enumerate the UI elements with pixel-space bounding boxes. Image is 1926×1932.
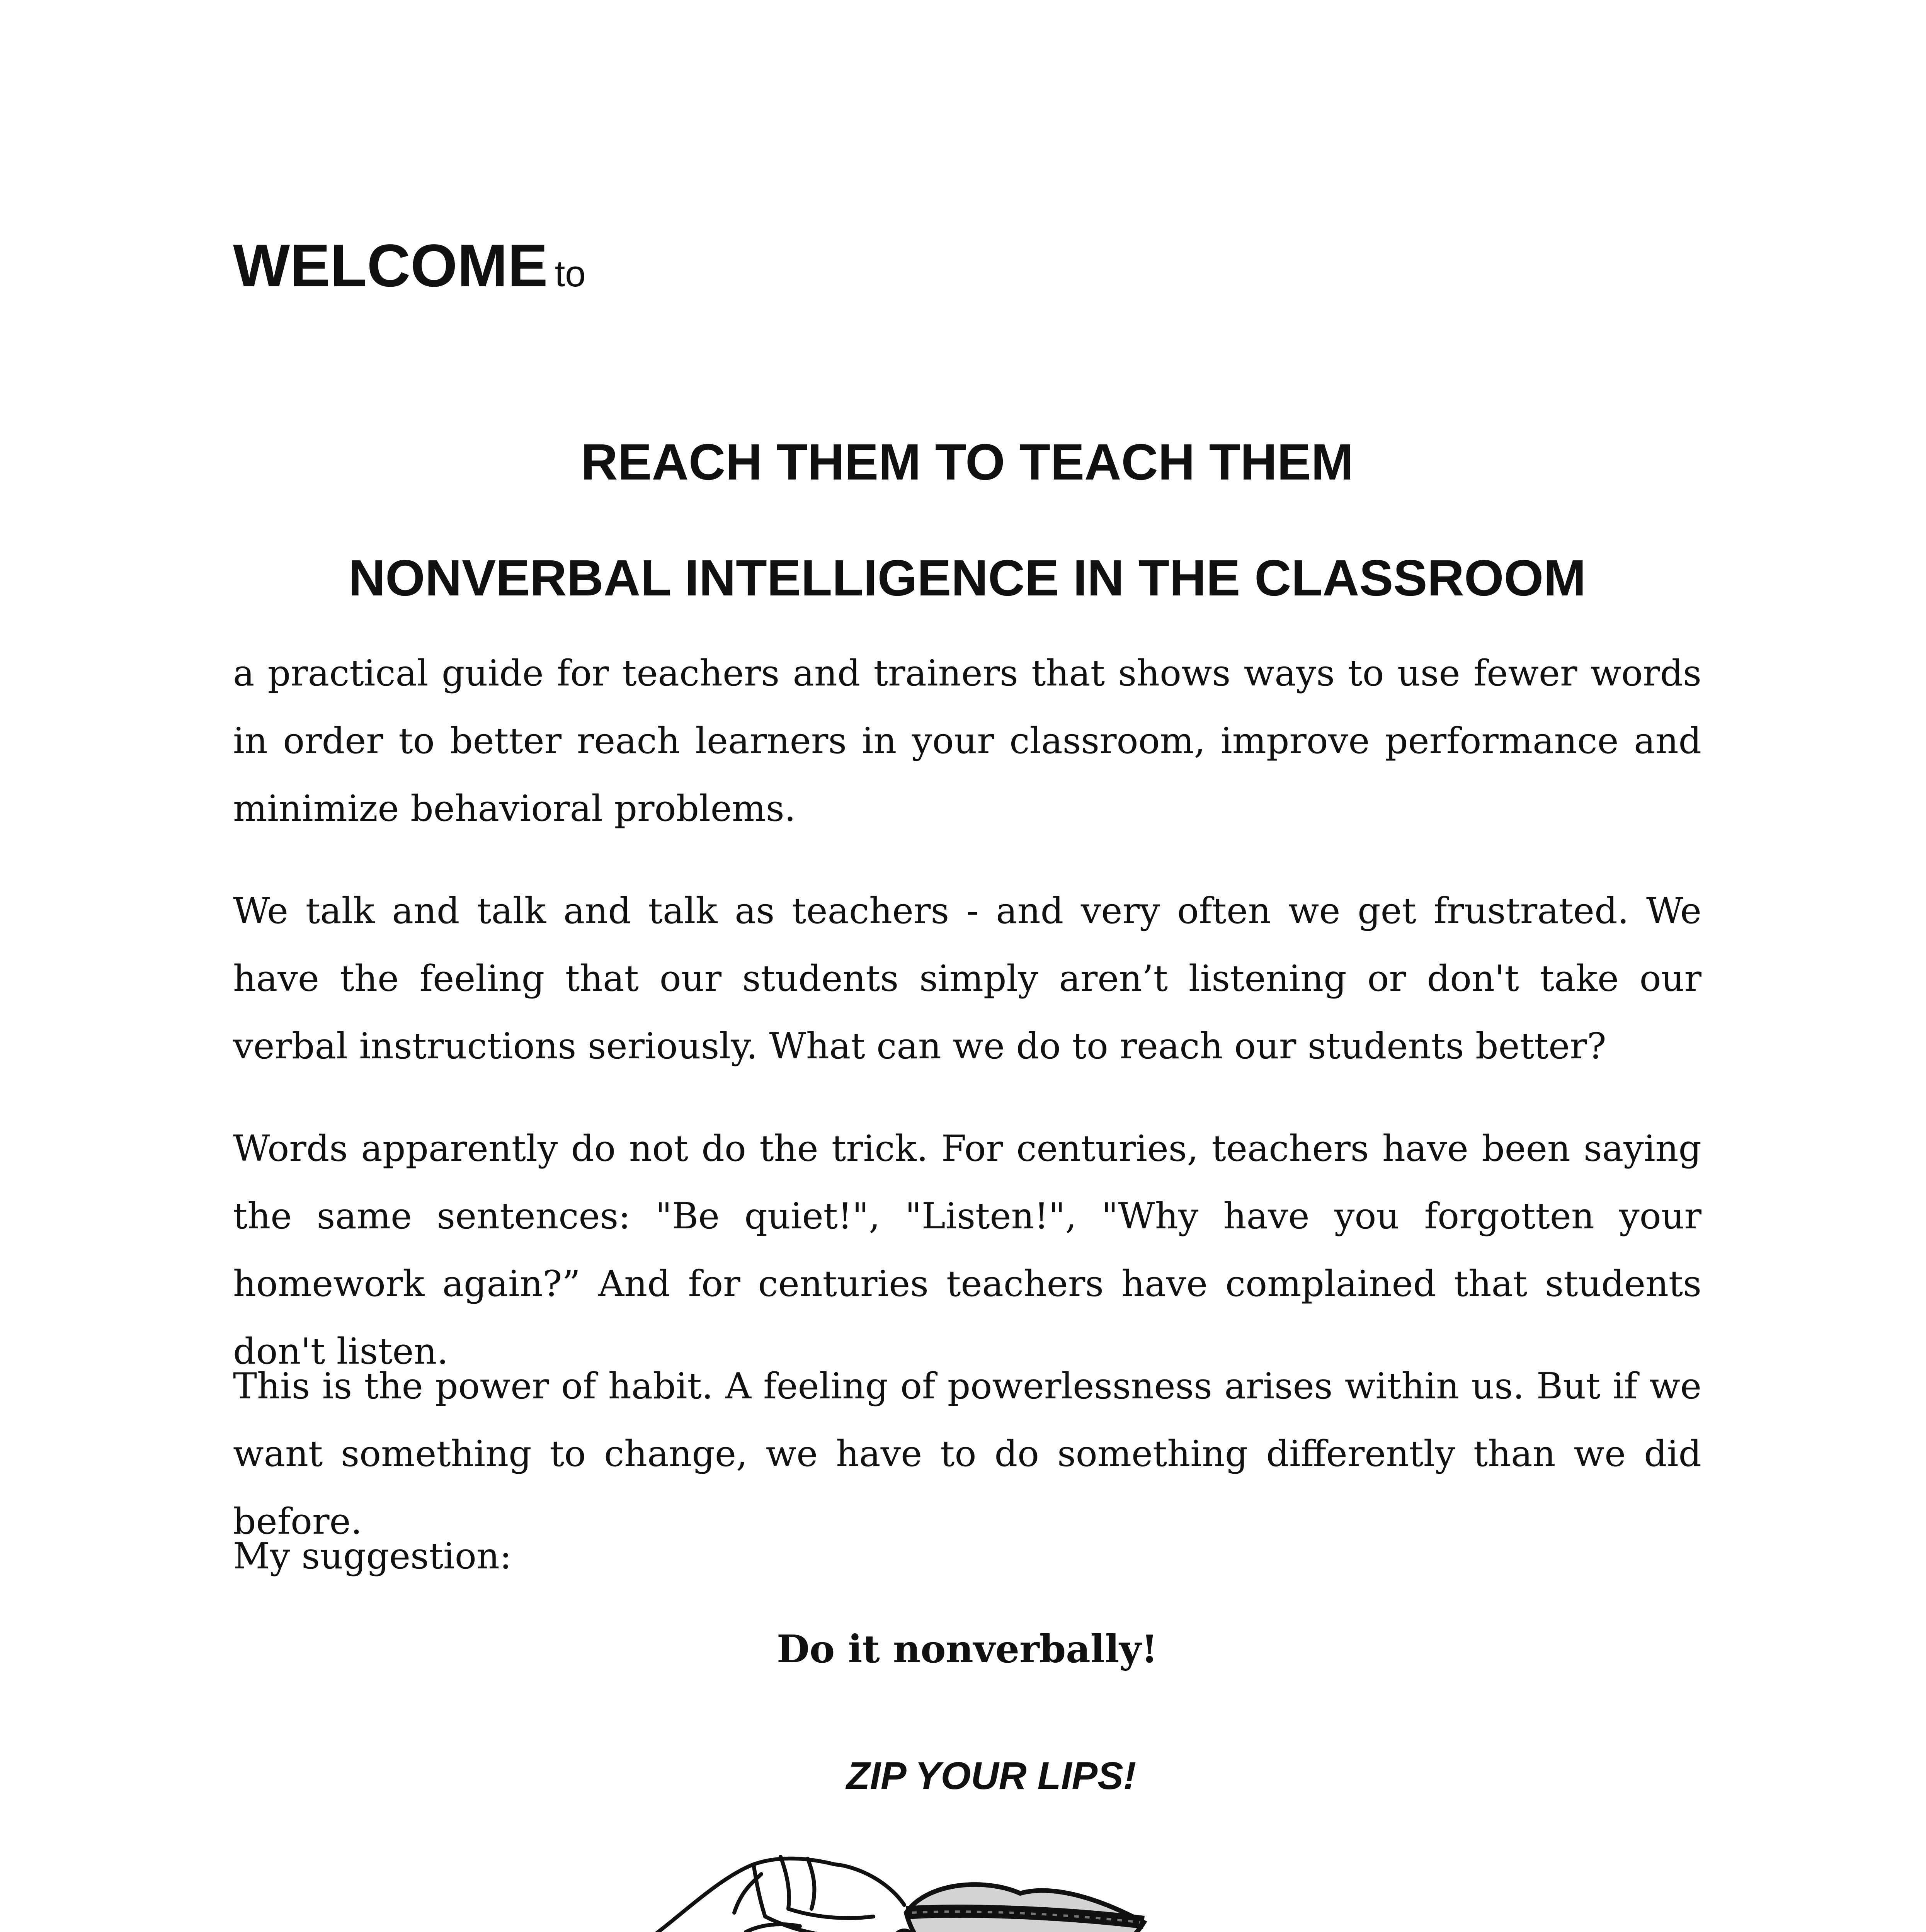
intro-paragraph-4: This is the power of habit. A feeling of powerlessness arises within us. But if we want something to change, we have to do something differently than we did before.	[233, 1365, 1701, 1542]
intro-paragraph-3: Words apparently do not do the trick. For centuries, teachers have been saying the same sentences: "Be quiet!", "Listen!", "Why have you forgotten your homework again?” And for centuries teachers have complained that students don't listen.	[233, 1128, 1701, 1372]
book-title: REACH THEM TO TEACH THEM	[581, 434, 1354, 490]
illustration-caption: ZIP YOUR LIPS!	[846, 1754, 1137, 1798]
welcome-word: WELCOME	[233, 232, 548, 299]
intro-paragraph-2: We talk and talk and talk as teachers - and very often we get frustrated. We have the feeling that our students simply aren’t listening or don't take our verbal instructions seriously. What can we do to reach our students better?	[233, 890, 1701, 1067]
emphasis-line: Do it nonverbally!	[776, 1627, 1158, 1672]
intro-paragraph-1: a practical guide for teachers and trainers that shows ways to use fewer words in order to better reach learners in your classroom, improve performance and minimize behavioral problems.	[233, 652, 1701, 829]
book-subtitle: NONVERBAL INTELLIGENCE IN THE CLASSROOM	[348, 549, 1586, 606]
welcome-to: to	[555, 253, 586, 294]
zip-your-lips-illustration	[580, 1731, 1237, 1932]
suggestion-label: My suggestion:	[233, 1535, 512, 1577]
lips-shape	[906, 1884, 1144, 1932]
welcome-heading	[233, 232, 586, 299]
hand-drawing	[584, 1857, 904, 1932]
